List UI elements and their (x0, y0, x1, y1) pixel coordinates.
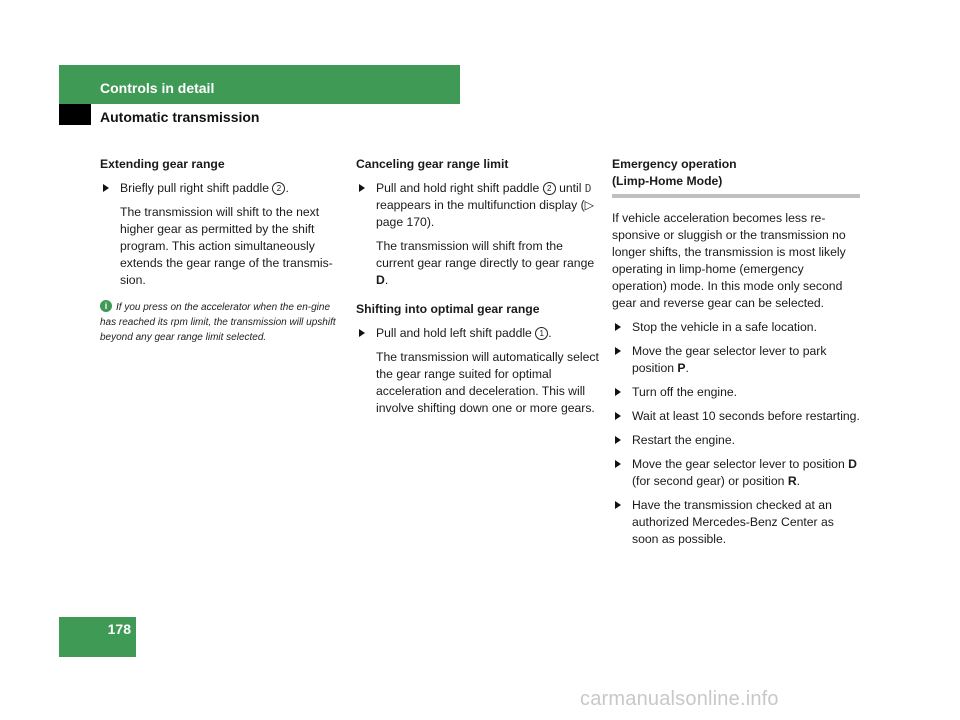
page-number: 178 (107, 621, 131, 637)
column-extending-gear-range (100, 156, 345, 296)
heading-canceling-gear-range-limit: Canceling gear range limit (356, 157, 509, 171)
step-item: Stop the vehicle in a safe location. (612, 319, 860, 336)
step-bullet-icon (615, 412, 621, 420)
display-symbol: D (584, 182, 592, 195)
emergency-intro: If vehicle acceleration becomes less re-sponsive or sluggish or the transmission no longer shifts, the transmission is most likely operating in limp-home (emergency operation) mode. In this mode only second gear and reverse gear can be selected. (612, 211, 846, 310)
paddle-marker-icon: 1 (535, 327, 548, 340)
step-bullet-icon (359, 184, 365, 192)
step-bullet-icon (359, 329, 365, 337)
paddle-marker-icon: 2 (543, 182, 556, 195)
step-item: Briefly pull right shift paddle 2 . (100, 180, 345, 197)
step-item: Pull and hold left shift paddle 1 . (356, 325, 600, 342)
column-canceling-gear-range (356, 156, 600, 424)
paddle-marker-icon: 2 (272, 182, 285, 195)
step-item: Turn off the engine. (612, 384, 860, 401)
step-bullet-icon (103, 184, 109, 192)
step-bullet-icon (615, 436, 621, 444)
section-title: Controls in detail (100, 80, 215, 96)
step-bullet-icon (615, 501, 621, 509)
info-note-text: If you press on the accelerator when the en-gine has reached its rpm limit, the transmission will upshift beyond any gear range limit selected. (100, 302, 336, 343)
step-result: The transmission will shift to the next higher gear as permitted by the shift program. This action simultaneously extends the gear range of the transmis-sion. (120, 205, 333, 287)
info-icon: i (100, 300, 112, 312)
watermark[interactable]: carmanualsonline.info (580, 688, 779, 710)
subsection-title: Automatic transmission (100, 109, 260, 125)
header-tab-marker (59, 104, 91, 125)
step-bullet-icon (615, 323, 621, 331)
step-bullet-icon (615, 388, 621, 396)
page-number-box (59, 617, 136, 657)
column-emergency-operation (612, 156, 860, 555)
step-item: Move the gear selector lever to position D (for second gear) or position R. (612, 456, 860, 490)
step-result: The transmission will automatically select the gear range suited for optimal acceleration and deceleration. This will involve shifting down one or more gears. (376, 350, 599, 415)
step-result: The transmission will shift from the current gear range directly to gear range D. (376, 239, 595, 287)
heading-emergency-operation: Emergency operation (Limp-Home Mode) (612, 156, 860, 198)
step-item: Wait at least 10 seconds before restarting. (612, 408, 860, 425)
step-item: Pull and hold right shift paddle 2 until D reappears in the multifunction display (▷ page 170). (356, 180, 600, 231)
step-item: Have the transmission checked at an authorized Mercedes-Benz Center as soon as possible. (612, 497, 860, 548)
step-bullet-icon (615, 460, 621, 468)
step-bullet-icon (615, 347, 621, 355)
step-item: Restart the engine. (612, 432, 860, 449)
heading-extending-gear-range: Extending gear range (100, 157, 225, 171)
step-item: Move the gear selector lever to park position P. (612, 343, 860, 377)
info-note (100, 300, 345, 345)
heading-optimal-gear-range: Shifting into optimal gear range (356, 302, 540, 316)
